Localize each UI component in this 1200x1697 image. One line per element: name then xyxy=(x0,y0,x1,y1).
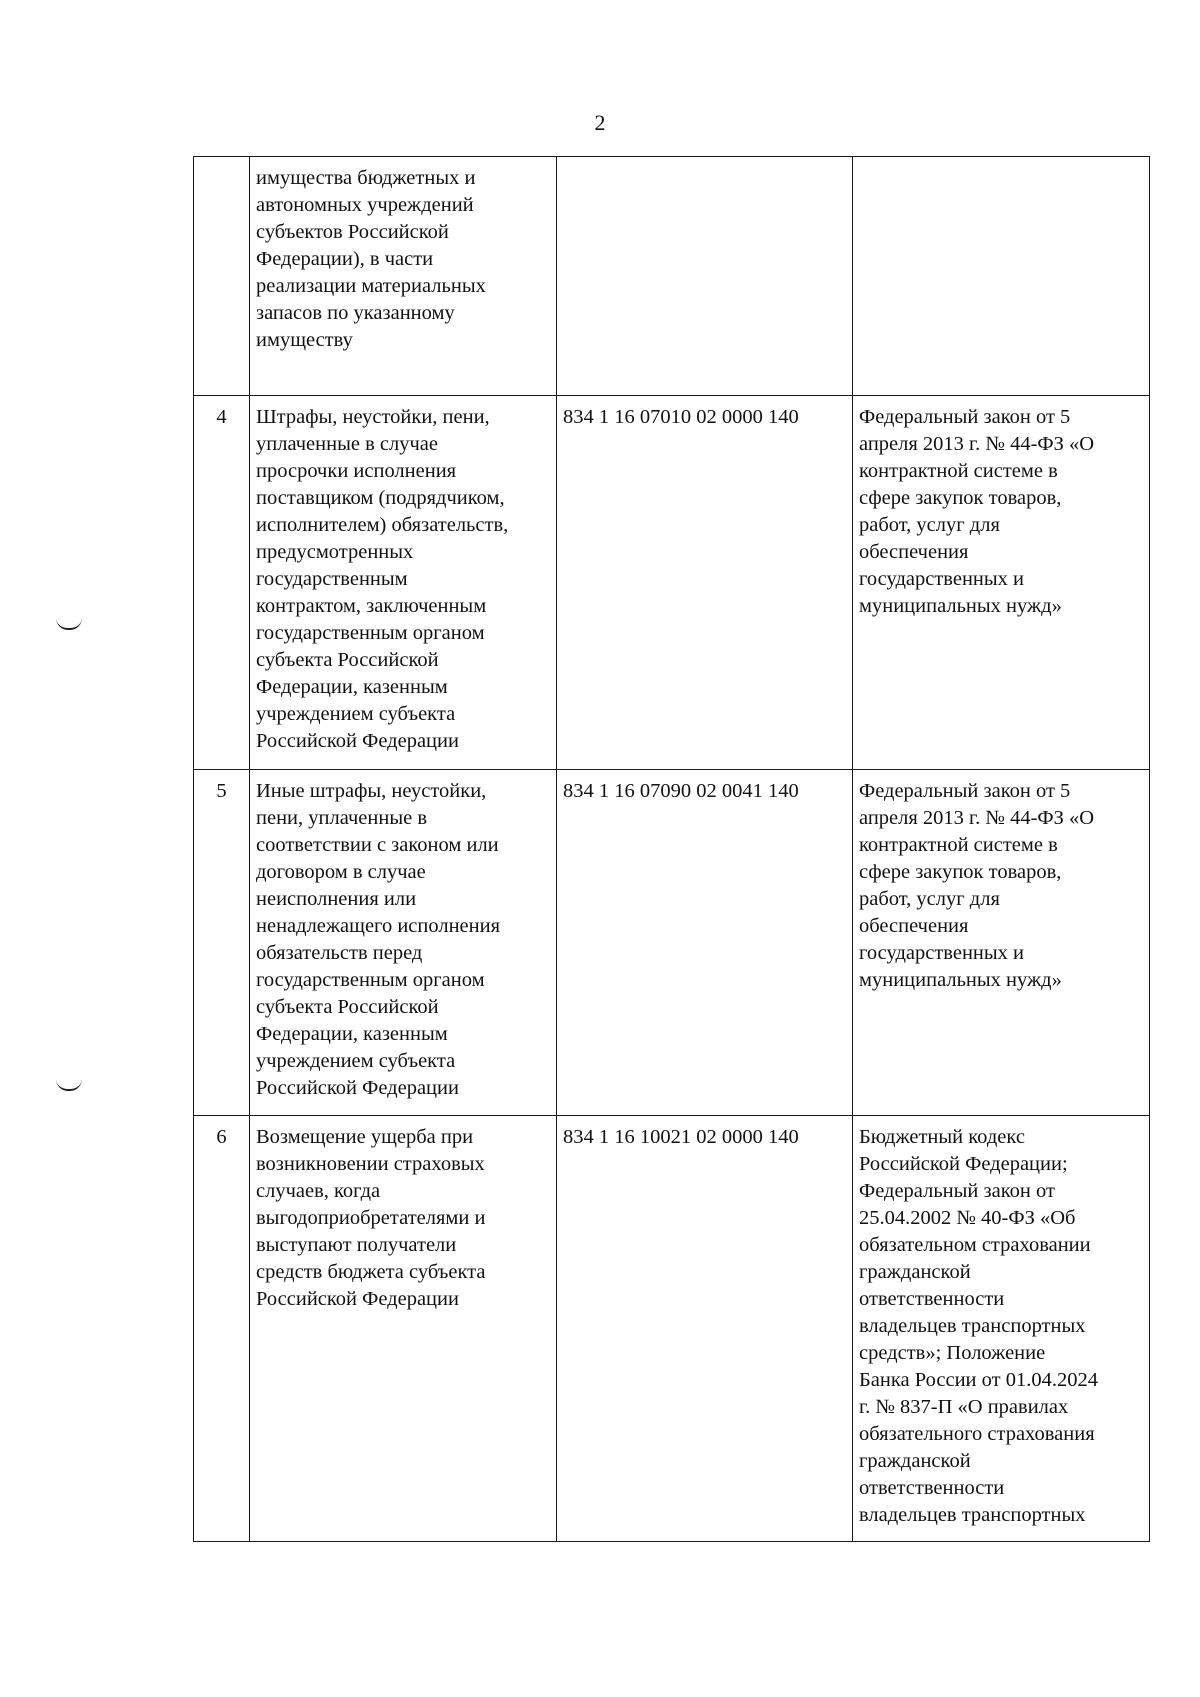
page-number: 2 xyxy=(594,110,606,135)
row-number-cell: 6 xyxy=(194,1116,250,1542)
table-row xyxy=(194,770,1150,1116)
revenue-code-cell: 834 1 16 07010 02 0000 140 xyxy=(557,396,853,770)
revenue-codes-table xyxy=(193,156,1150,1542)
row-number-cell: 4 xyxy=(194,396,250,770)
revenue-name-cell: Возмещение ущерба при возникновении страховых случаев, когда выгодоприобретателями и выступают получатели средств бюджета субъекта Российской Федерации xyxy=(250,1116,557,1542)
row-number-cell xyxy=(194,157,250,396)
legal-basis-cell: Федеральный закон от 5 апреля 2013 г. № 44-ФЗ «О контрактной системе в сфере закупок товаров, работ, услуг для обеспечения государственных и муниципальных нужд» xyxy=(853,770,1150,1116)
revenue-name-cell: имущества бюджетных и автономных учреждений субъектов Российской Федерации), в части реализации материальных запасов по указанному имуществу xyxy=(250,157,557,396)
table-row xyxy=(194,396,1150,770)
revenue-code-cell: 834 1 16 07090 02 0041 140 xyxy=(557,770,853,1116)
table-row xyxy=(194,1116,1150,1542)
revenue-name-cell: Иные штрафы, неустойки, пени, уплаченные в соответствии с законом или договором в случае неисполнения или ненадлежащего исполнения обязательств перед государственным органом субъекта Российской Федерации, казенным учреждением субъекта Российской Федерации xyxy=(250,770,557,1116)
scan-artifact-mark xyxy=(56,1079,82,1091)
legal-basis-cell xyxy=(853,157,1150,396)
table-row xyxy=(194,157,1150,396)
legal-basis-cell: Федеральный закон от 5 апреля 2013 г. № 44-ФЗ «О контрактной системе в сфере закупок товаров, работ, услуг для обеспечения государственных и муниципальных нужд» xyxy=(853,396,1150,770)
scan-artifact-mark xyxy=(56,618,82,630)
revenue-name-cell: Штрафы, неустойки, пени, уплаченные в случае просрочки исполнения поставщиком (подрядчиком, исполнителем) обязательств, предусмотренных государственным контрактом, заключенным государственным органом субъекта Российской Федерации, казенным учреждением субъекта Российской Федерации xyxy=(250,396,557,770)
revenue-code-cell xyxy=(557,157,853,396)
legal-basis-cell: Бюджетный кодекс Российской Федерации; Федеральный закон от 25.04.2002 № 40-ФЗ «Об обязательном страховании гражданской ответственности владельцев транспортных средств»; Положение Банка России от 01.04.2024 г. № 837-П «О правилах обязательного страхования гражданской ответственности владельцев транспортных xyxy=(853,1116,1150,1542)
row-number-cell: 5 xyxy=(194,770,250,1116)
revenue-code-cell: 834 1 16 10021 02 0000 140 xyxy=(557,1116,853,1542)
